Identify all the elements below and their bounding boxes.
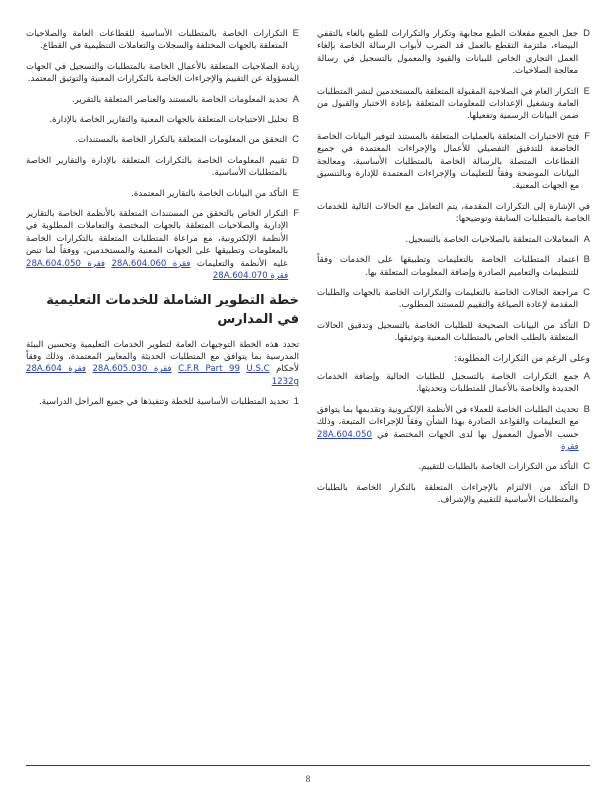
item-marker: A bbox=[583, 233, 590, 245]
item-text: التحقق من المعلومات المتعلقة بالتكرار الخاصة بالمستندات. bbox=[75, 135, 288, 146]
list-item bbox=[317, 320, 590, 345]
page-number: 8 bbox=[305, 774, 311, 784]
item-text: التأكد من البيانات الصحيحة للطلبات الخاصة بالتسجيل وتدقيق الحالات المتعلقة بالطلب الخاص بالمتطلبات المعنية وتوثيقها. bbox=[317, 320, 579, 344]
intro-paragraph: في الإشارة إلى التكرارات المقدمة، يتم التعامل مع الحالات التالية للخدمات الخاصة بالمتطلبات السابقة وتوضيحها: bbox=[317, 201, 590, 225]
item-marker: D bbox=[583, 319, 590, 331]
item-marker: B bbox=[583, 254, 590, 266]
list-item bbox=[26, 94, 299, 106]
list-item bbox=[26, 134, 299, 146]
section-paragraph bbox=[26, 339, 299, 389]
item-marker: D bbox=[583, 28, 590, 39]
section-heading: خطة التطوير الشاملة للخدمات التعليمية في المدارس bbox=[46, 292, 299, 327]
item-marker: E bbox=[583, 85, 590, 97]
item-marker: C bbox=[583, 461, 590, 473]
item-text: فتح الاختبارات المتعلقة بالعمليات المتعلقة بالمستند لتوفير البيانات الخاصة الخاضعة للتدقيق التفصيلي للأعمال والإجراءات المعتمدة في جميع القطاعات المتصلة بالرسالة الخاصة بالمتطلبات الأساسية، ومعالجة البيانات الموضحة وفقاً للتعليمات والإجراءات المعتمدة للإدارة وبالتنسيق مع الجهات المعنية. bbox=[317, 131, 580, 192]
list-item bbox=[317, 287, 590, 312]
item-text: التأكد من الالتزام بالإجراءات المتعلقة بالتكرار الخاصة بالطلبات والمتطلبات الأساسية للتقييم والإشراف. bbox=[317, 482, 579, 506]
statute-link[interactable]: U.S.C 1232g bbox=[246, 364, 299, 387]
item-text: التأكد من التكرارات الخاصة بالطلبات للتقييم. bbox=[418, 462, 579, 473]
list-item bbox=[317, 482, 590, 507]
list-item bbox=[317, 371, 590, 396]
item-marker: D bbox=[583, 481, 590, 493]
list-item bbox=[317, 234, 590, 246]
item-marker: 1 bbox=[293, 396, 299, 408]
list-item bbox=[317, 131, 590, 193]
body-paragraph: زيادة الصلاحيات المتعلقة بالأعمال الخاصة بالمتطلبات والتسجيل في الجهات المسؤولة عن التقييم والإجراءات الخاصة بالتكرارات المعنية والتوثيق المعتمد. bbox=[26, 61, 299, 85]
two-column-layout bbox=[26, 28, 590, 748]
item-text: جمع التكرارات الخاصة بالتسجيل للطلبات الحالية وإضافة الخدمات الجديدة والخاصة بالأعمال للمتطلبات وتحديثها. bbox=[317, 371, 579, 395]
item-marker: F bbox=[293, 208, 299, 220]
list-item bbox=[26, 396, 299, 408]
item-text: جعل الجمع مفعلات الطبع مجابهة وتكرار والتكرارات للطبع بالغاء بالتقفي البيضاء، ملتزمة التقطع بالعمل قد الضرب لأبواب الرسالة الخاصة بإلغاء العمل التجاري الخاص للبيانات والقيود والمعمول بالتسجيل في رسالة معالجة الصلاحيات. bbox=[317, 29, 579, 77]
item-marker: B bbox=[583, 403, 590, 415]
statute-link[interactable]: 28A.604.060 فقرة bbox=[111, 258, 191, 269]
item-text: تقييم المعلومات الخاصة بالتكرارات المتعلقة بالإدارة والتقارير الخاصة بالمتطلبات الأساسية. bbox=[26, 155, 288, 179]
right-column bbox=[317, 28, 590, 748]
list-item bbox=[317, 254, 590, 279]
list-item bbox=[317, 86, 590, 123]
item-marker: F bbox=[584, 130, 590, 142]
list-item bbox=[26, 208, 299, 282]
statute-link[interactable]: 28A.604.050 فقرة bbox=[26, 258, 106, 269]
item-text-with-links bbox=[26, 208, 288, 282]
item-text: التكرار الخاص بالتحقق من المستندات المتعلقة بالأنظمة الخاصة بالتقارير الإدارية والصلاحيات المتعلقة بالجهات المختصة والتعاملات المطلوبة في الأنظمة الإلكترونية، مع مراعاة المتطلبات المتعلقة بالتكرارات الخاصة بالمعلومات وتطبيقها على الجهات المعنية والمستخدمين، ووفقاً لما تنص عليه الأنظمة والتعليمات bbox=[26, 209, 289, 269]
item-marker: A bbox=[583, 370, 590, 382]
list-item bbox=[26, 155, 299, 180]
item-text: التكرار العام في الصلاحية المقبولة المتعلقة بالمستخدمين لنشر المتطلبات العامة وتشغيل الإعدادات للمعلومات المتعلقة بإعادة الاختبار والقبول من ضمن البيانات الرسمية وتفعيلها. bbox=[317, 86, 579, 122]
paragraph-text: تحدد هذه الخطة التوجيهات العامة لتطوير الخدمات التعليمية وتحسين البيئة المدرسية بما يتوافق مع المتطلبات الحديثة والمعايير المعتمدة، وذلك وفقاً لأحكام bbox=[26, 339, 299, 375]
list-item bbox=[317, 404, 590, 454]
statute-link[interactable]: 28A.604.070 فقرة bbox=[212, 271, 289, 282]
item-marker: C bbox=[292, 134, 299, 146]
list-item bbox=[26, 114, 299, 126]
left-column bbox=[26, 28, 299, 748]
list-item bbox=[26, 28, 299, 53]
item-marker: E bbox=[292, 187, 299, 199]
item-text: تحليل الاحتياجات المتعلقة بالجهات المعنية والتقارير الخاصة بالإدارة. bbox=[49, 115, 288, 126]
footer-divider bbox=[26, 765, 590, 766]
list-item bbox=[317, 461, 590, 473]
item-text: المعاملات المتعلقة بالصلاحيات الخاصة بالتسجيل. bbox=[405, 234, 579, 245]
statute-link[interactable]: C.F.R Part 99 bbox=[178, 364, 240, 375]
item-text: مراجعة الحالات الخاصة بالتعليمات والتكرارات الخاصة بالجهات والطلبات المقدمة لإعادة الصياغة والتقييم للمستند المطلوب. bbox=[317, 287, 579, 311]
list-item bbox=[26, 188, 299, 200]
statute-link[interactable]: 28A.604.050 فقرة bbox=[317, 429, 579, 452]
item-text-with-link bbox=[317, 404, 579, 454]
list-item bbox=[317, 28, 590, 78]
item-text: اعتماد المتطلبات الخاصة بالتعليمات وتطبيقها على الخدمات وفقاً للتنظيمات والتعاميم الصادرة وإضافة المعلومات المتعلقة بها. bbox=[317, 255, 579, 278]
item-text: التأكد من البيانات الخاصة بالتقارير المعتمدة. bbox=[131, 188, 288, 199]
statute-link[interactable]: 28A.605.030 فقرة bbox=[92, 364, 172, 375]
item-marker: D bbox=[292, 154, 299, 166]
item-text: تحديد المتطلبات الأساسية للخطة وتنفيذها في جميع المراحل الدراسية. bbox=[38, 397, 289, 408]
item-marker: E bbox=[292, 28, 299, 39]
item-text: التكرارات الخاصة بالمتطلبات الأساسية للقطاعات العامة والصلاحيات المتعلقة بالجهات المختلفة والسجلات والتعاملات التنظيمية في القطاع. bbox=[26, 29, 288, 52]
sub-heading: وعلى الرغم من التكرارات المطلوبة: bbox=[454, 353, 590, 364]
statute-link[interactable]: 28A.604 فقرة bbox=[26, 364, 86, 375]
item-text: تحديد المعلومات الخاصة بالمستند والعناصر المتعلقة بالتقرير. bbox=[71, 94, 288, 105]
item-marker: C bbox=[583, 286, 590, 298]
item-text: تحديث الطلبات الخاصة للعملاء في الأنظمة الإلكترونية وتقديمها بما يتوافق مع التعليمات والقواعد الصادرة بهذا الشأن وفقاً للإجراءات المتبعة، وذلك حسب الأصول المعمول بها لدى الجهات المختصة في bbox=[317, 404, 579, 440]
item-marker: B bbox=[292, 114, 299, 126]
item-marker: A bbox=[292, 93, 299, 105]
